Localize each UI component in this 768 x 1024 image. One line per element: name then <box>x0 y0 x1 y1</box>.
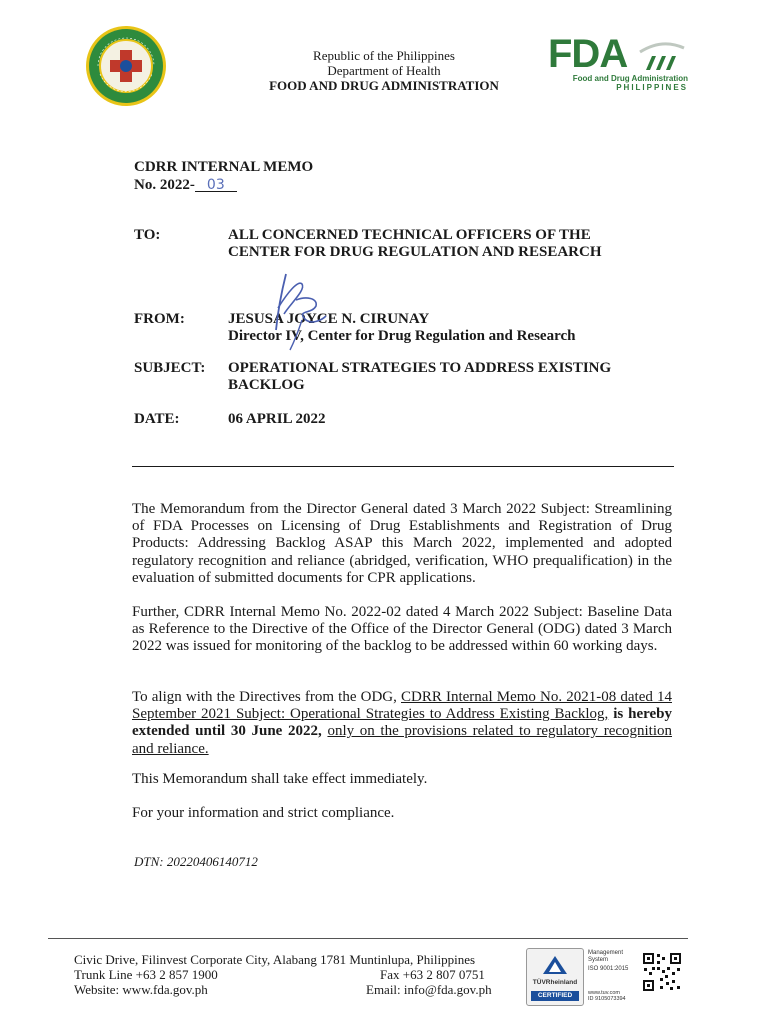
tuv-url: www.tuv.com <box>588 990 620 996</box>
date-label: DATE: <box>134 411 180 427</box>
tuv-iso: ISO 9001:2015 <box>588 966 629 972</box>
header-divider <box>132 466 674 467</box>
to-label: TO: <box>134 227 161 243</box>
letterhead-department: Department of Health <box>327 63 441 78</box>
from-name: JESUSA JOYCE N. CIRUNAY <box>228 311 430 327</box>
signature-icon <box>272 270 332 352</box>
qr-code-icon <box>642 952 682 992</box>
document-tracking-number: DTN: 20220406140712 <box>134 854 258 869</box>
memo-number: No. 2022- 03 <box>134 177 237 194</box>
memo-number-handwritten: 03 <box>206 177 225 193</box>
body-paragraph-4: This Memorandum shall take effect immediately. <box>132 771 428 787</box>
doh-seal-icon <box>84 24 168 108</box>
fda-logo-wordmark: FDA <box>548 32 628 76</box>
subject-value: OPERATIONAL STRATEGIES TO ADDRESS EXISTING BACKLOG <box>228 360 612 393</box>
footer-fax: Fax +63 2 807 0751 <box>380 967 485 982</box>
from-label: FROM: <box>134 311 185 327</box>
tuv-certified-icon <box>526 948 684 1006</box>
letterhead-republic: Republic of the Philippines <box>313 48 455 63</box>
footer-email: Email: info@fda.gov.ph <box>366 982 492 997</box>
fda-logo-subtitle: Food and Drug Administration PHILIPPINES <box>572 74 688 92</box>
body-paragraph-3-reference: CDRR Internal Memo No. 2021-08 dated 14 September 2021 Subject: Operational Strategies to Address Existing Backlog, <box>132 689 672 723</box>
body-paragraph-3: To align with the Directives from the ODG, CDRR Internal Memo No. 2021-08 dated 14 September 2021 Subject: Operational Strategies to Address Existing Backlog, is hereby extended until 30 June 2022, only on the provisions related to regulatory recognition and reliance. <box>132 689 673 757</box>
body-paragraph-2: Further, CDRR Internal Memo No. 2022-02 dated 4 March 2022 Subject: Baseline Data as Reference to the Directive of the Office of the Director General (ODG) dated 3 March 2022 was issued for monitoring of the backlog to be addressed within 60 working days. <box>132 604 672 655</box>
fda-logo-swoosh-icon <box>638 42 686 72</box>
footer-website: Website: www.fda.gov.ph <box>74 982 208 997</box>
date-value: 06 APRIL 2022 <box>228 411 326 427</box>
tuv-id: ID 9105073394 <box>588 996 626 1002</box>
body-paragraph-3-scope: only on the provisions related to regulatory recognition and reliance. <box>132 723 673 757</box>
from-title: Director IV, Center for Drug Regulation and Research <box>228 328 576 344</box>
body-paragraph-5: For your information and strict compliance. <box>132 805 395 821</box>
subject-label: SUBJECT: <box>134 360 206 376</box>
fda-logo-icon <box>546 32 688 96</box>
memo-title: CDRR INTERNAL MEMO <box>134 159 314 175</box>
tuv-triangle-icon <box>542 955 568 975</box>
tuv-brand: TÜVRheinland <box>532 979 578 986</box>
tuv-badge <box>526 948 584 1006</box>
letterhead-agency: FOOD AND DRUG ADMINISTRATION <box>269 78 499 93</box>
tuv-management-system: Management System <box>588 950 624 963</box>
body-paragraph-1: The Memorandum from the Director General dated 3 March 2022 Subject: Streamlining of FDA Processes on Licensing of Drug Establishments and Registration of Drug Products: Addressing Backlog ASAP this March 2022, implemented and adopted regulatory recognition and reliance (abridged, verification, WHO prequalification) in the evaluation of submitted documents for CPR applications. <box>132 501 672 586</box>
footer-divider <box>48 938 688 939</box>
body-paragraph-3-extension: is hereby extended until 30 June 2022, <box>132 706 672 740</box>
footer-address: Civic Drive, Filinvest Corporate City, Alabang 1781 Muntinlupa, Philippines <box>74 952 476 967</box>
tuv-certified-label: CERTIFIED <box>531 991 579 1001</box>
to-value: ALL CONCERNED TECHNICAL OFFICERS OF THE CENTER FOR DRUG REGULATION AND RESEARCH <box>228 227 602 260</box>
footer-trunk-line: Trunk Line +63 2 857 1900 <box>74 967 218 982</box>
